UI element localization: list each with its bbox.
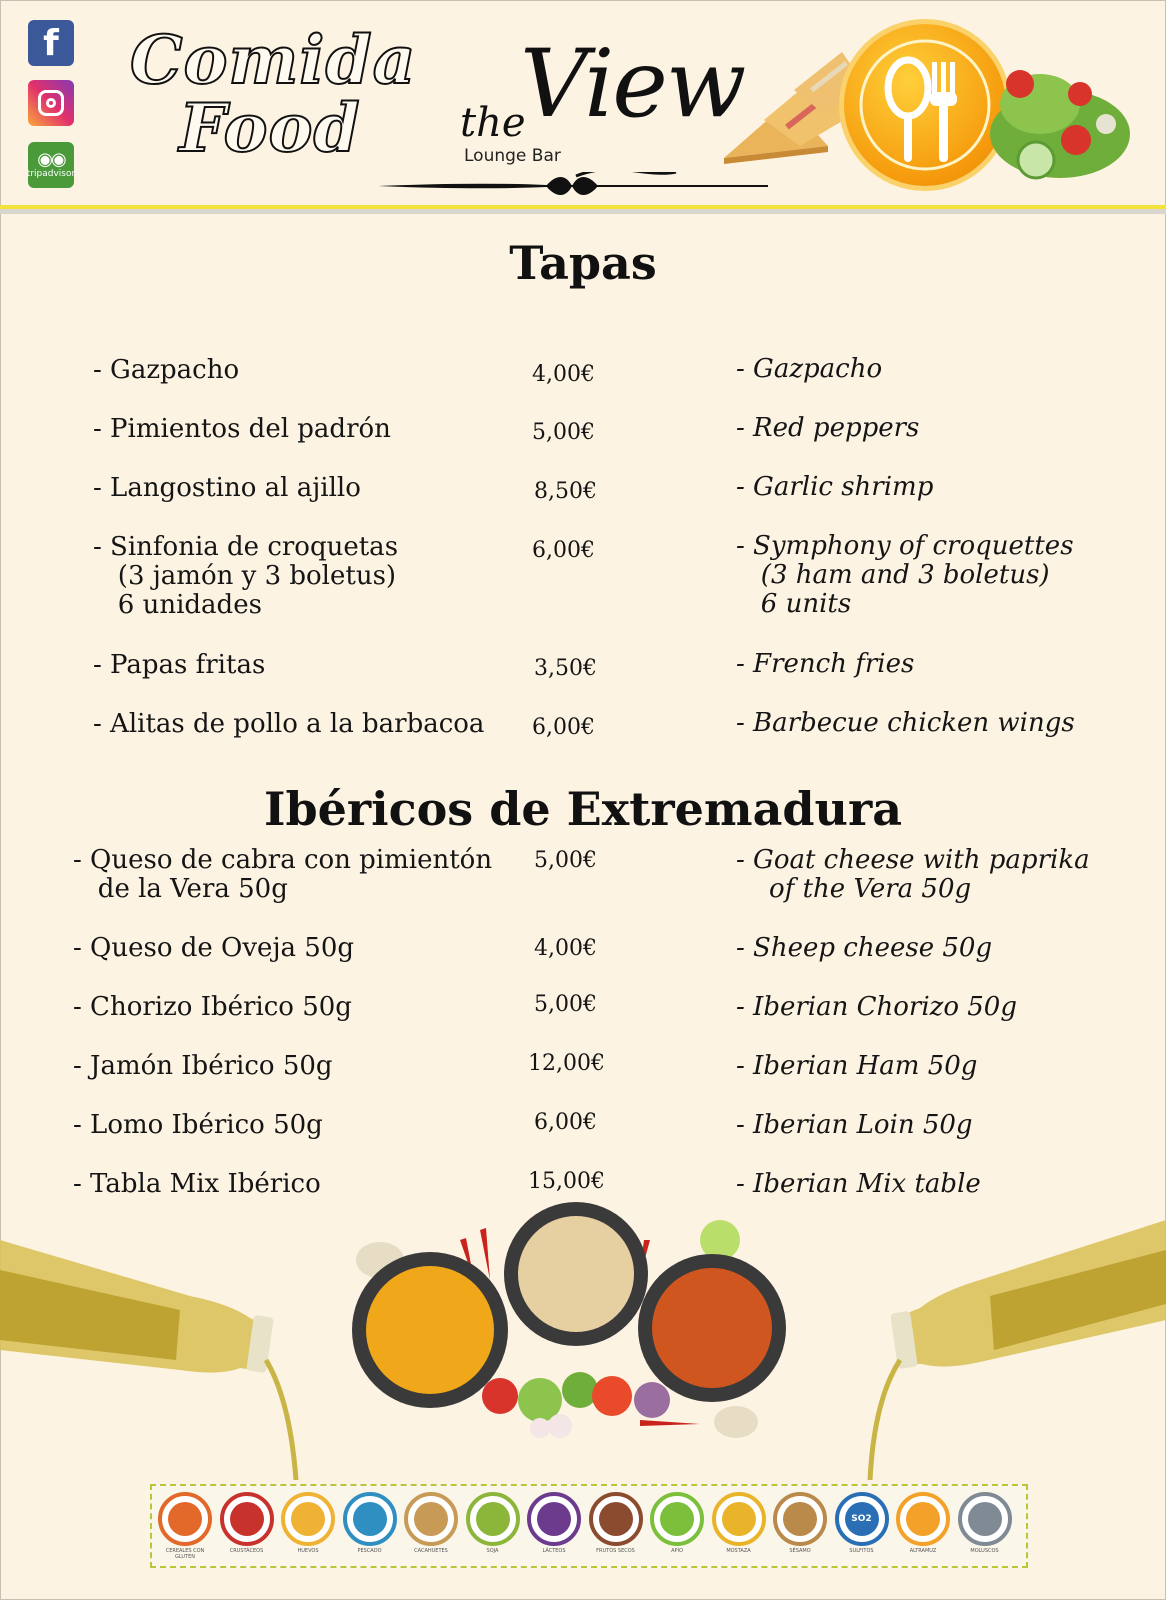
gluten-icon <box>158 1492 212 1546</box>
spices-oil-illustration <box>0 1200 1166 1480</box>
fish-icon <box>343 1492 397 1546</box>
ibericos-item-price: 6,00€ <box>534 1110 597 1135</box>
allergens-bar <box>150 1484 1028 1568</box>
nuts-icon <box>589 1492 643 1546</box>
tapas-item-price: 3,50€ <box>534 656 597 681</box>
ibericos-title: Ibéricos de Extremadura <box>263 782 903 836</box>
allergen-label: SOJA <box>486 1548 499 1554</box>
allergen-label: MOSTAZA <box>726 1548 751 1554</box>
tapas-item-es: - Pimientos del padrón <box>93 414 391 444</box>
tapas-item-es: - Sinfonia de croquetas (3 jamón y 3 boletus) 6 unidades <box>93 532 399 620</box>
sesame-icon <box>773 1492 827 1546</box>
eggs-icon <box>281 1492 335 1546</box>
tapas-item-es: - Gazpacho <box>93 355 240 385</box>
tapas-item-es: - Papas fritas <box>93 650 266 680</box>
tapas-item-en: - French fries <box>736 649 915 679</box>
dairy-icon <box>527 1492 581 1546</box>
ibericos-item-en: - Iberian Mix table <box>736 1169 981 1199</box>
ibericos-item-en: - Goat cheese with paprika of the Vera 50g <box>736 845 1090 904</box>
facebook-icon[interactable]: f <box>28 20 74 66</box>
lupin-icon <box>896 1492 950 1546</box>
salad-image <box>980 44 1130 184</box>
title-line-1: Comida <box>130 21 417 99</box>
celery-icon <box>650 1492 704 1546</box>
peanuts-icon <box>404 1492 458 1546</box>
tapas-item-price: 6,00€ <box>532 715 595 740</box>
ibericos-item-price: 12,00€ <box>528 1051 605 1076</box>
logo-subtitle: Lounge Bar <box>464 146 561 166</box>
ibericos-item-price: 5,00€ <box>534 992 597 1017</box>
logo-the: the <box>460 100 526 146</box>
ibericos-item-price: 4,00€ <box>534 936 597 961</box>
title-line-2: Food <box>179 89 361 167</box>
ibericos-item-es: - Chorizo Ibérico 50g <box>73 992 352 1022</box>
allergen-label: ALTRAMUZ <box>909 1548 937 1554</box>
crustaceans-icon <box>220 1492 274 1546</box>
tapas-item-en: - Symphony of croquettes (3 ham and 3 boletus) 6 units <box>736 531 1074 619</box>
tapas-item-es: - Alitas de pollo a la barbacoa <box>93 709 485 739</box>
logo <box>376 20 768 200</box>
allergen-label: SÉSAMO <box>789 1548 811 1554</box>
allergen-label: APIO <box>671 1548 683 1554</box>
ibericos-item-price: 5,00€ <box>534 848 597 873</box>
allergen-label: LÁCTEOS <box>542 1548 566 1554</box>
spice-bowls <box>352 1202 786 1438</box>
logo-view: View <box>520 30 745 139</box>
ibericos-item-en: - Sheep cheese 50g <box>736 933 993 963</box>
ibericos-item-en: - Iberian Chorizo 50g <box>736 992 1017 1022</box>
allergen-label: FRUTOS SECOS <box>596 1548 635 1554</box>
ibericos-item-es: - Queso de Oveja 50g <box>73 933 354 963</box>
sandwich-image <box>724 50 864 168</box>
allergen-label: PESCADO <box>357 1548 382 1554</box>
ibericos-item-es: - Tabla Mix Ibérico <box>73 1169 321 1199</box>
page-title <box>130 21 417 167</box>
tapas-item-price: 6,00€ <box>532 538 595 563</box>
tapas-item-en: - Barbecue chicken wings <box>736 708 1075 738</box>
ibericos-item-price: 15,00€ <box>528 1169 605 1194</box>
instagram-icon[interactable] <box>28 80 74 126</box>
sulphites-icon: SO2 <box>835 1492 889 1546</box>
mustard-icon <box>712 1492 766 1546</box>
tapas-item-en: - Red peppers <box>736 413 920 443</box>
ibericos-item-es: - Queso de cabra con pimientón de la Vera 50g <box>73 845 493 904</box>
allergen-label: MOLUSCOS <box>970 1548 999 1554</box>
allergen-label: HUEVOS <box>297 1548 319 1554</box>
tapas-item-price: 5,00€ <box>532 420 595 445</box>
allergen-label: CEREALES CON GLUTEN <box>165 1548 205 1560</box>
olive-oil-bottle-left <box>0 1240 296 1480</box>
olive-oil-bottle-right <box>870 1220 1166 1480</box>
ibericos-item-en: - Iberian Ham 50g <box>736 1051 978 1081</box>
tapas-item-en: - Garlic shrimp <box>736 472 934 502</box>
ibericos-item-es: - Jamón Ibérico 50g <box>73 1051 333 1081</box>
tapas-item-es: - Langostino al ajillo <box>93 473 361 503</box>
tapas-title: Tapas <box>509 236 657 290</box>
logo-flourish <box>376 172 768 200</box>
tapas-item-en: - Gazpacho <box>736 354 883 384</box>
allergen-label: CACAHUETES <box>414 1548 448 1554</box>
tapas-item-price: 8,50€ <box>534 479 597 504</box>
allergen-label: SULFITOS <box>849 1548 874 1554</box>
header-divider-shadow <box>0 209 1166 214</box>
ibericos-item-es: - Lomo Ibérico 50g <box>73 1110 323 1140</box>
header <box>0 0 1166 210</box>
tapas-item-price: 4,00€ <box>532 362 595 387</box>
tripadvisor-icon[interactable]: ◉◉ tripadvisor <box>28 142 74 188</box>
allergen-label: CRUSTÁCEOS <box>229 1548 264 1554</box>
ibericos-item-en: - Iberian Loin 50g <box>736 1110 973 1140</box>
molluscs-icon <box>958 1492 1012 1546</box>
soy-icon <box>466 1492 520 1546</box>
